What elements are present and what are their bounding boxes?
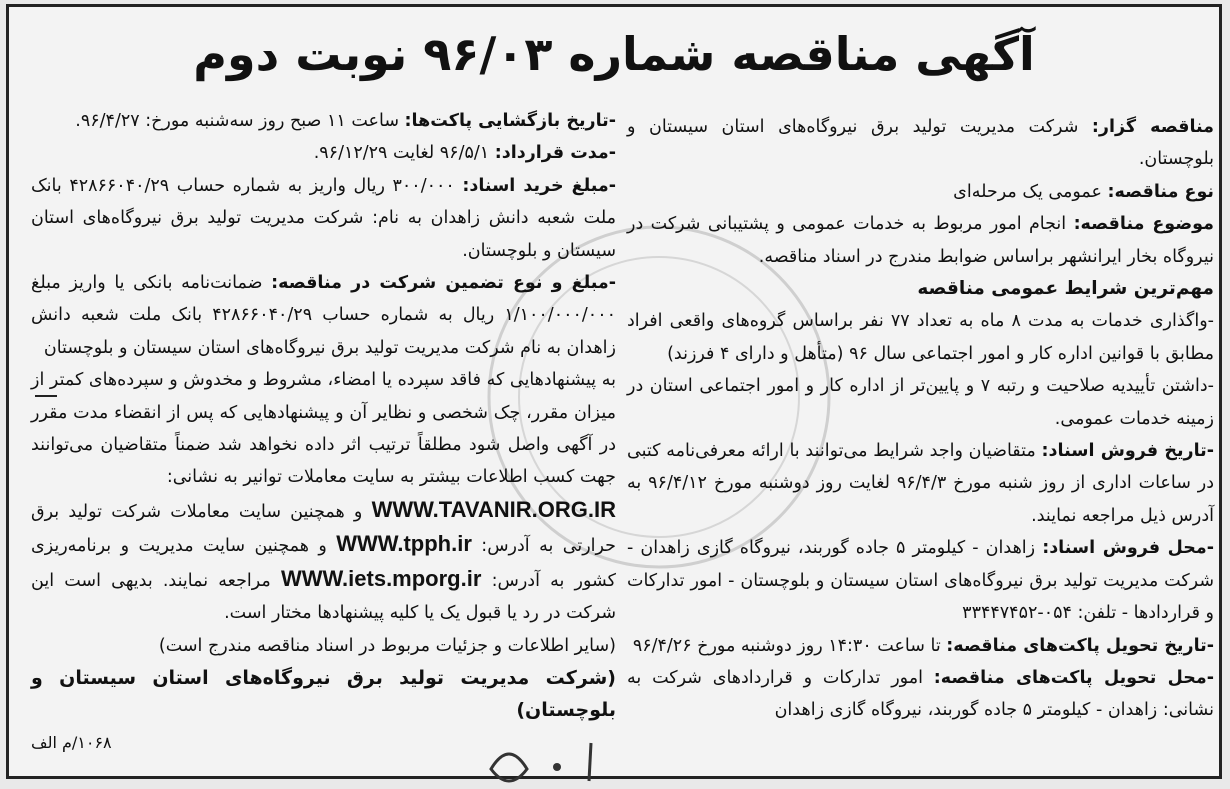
websites-paragraph: WWW.TAVANIR.ORG.IR و همچنین سایت معاملات شرکت تولید برق حرارتی به آدرس: WWW.tpph.ir و همچنین سایت مدیریت و برنامه‌ریزی کشور به آدرس: WWW.iets.mporg.ir مراجعه نمایند. بدیهی است این شرکت در رد یا قبول یک یا کلیه پیشنهادها مختار است. bbox=[31, 496, 616, 624]
column-divider bbox=[621, 103, 622, 773]
tpph-link[interactable]: WWW.tpph.ir bbox=[336, 531, 472, 557]
tender-subject: موضوع مناقصه: انجام امور مربوط به خدمات عمومی و پشتیبانی شرکت در نیروگاه بخار ایرانشهر براساس ضوابط مندرج در اسناد مناقصه. bbox=[627, 214, 1214, 267]
guarantee-amount: -مبلغ و نوع تضمین شرکت در مناقصه: ضمانت‌نامه بانکی یا واریز مبلغ ۱/۱۰۰/۰۰۰/۰۰۰ ریال به شماره حساب ۴۲۸۶۶۰۴۰/۲۹ بانک ملت شعبه دانش زاهدان به نام شرکت مدیریت تولید برق نیروگاه‌های استان سیستان و بلوچستان bbox=[31, 273, 616, 358]
notice-title: آگهی مناقصه شماره ۹۶/۰۳ نوبت دوم bbox=[193, 27, 1035, 81]
right-column bbox=[627, 111, 1214, 727]
document-sale-place: -محل فروش اسناد: زاهدان - کیلومتر ۵ جاده گوربند، نیروگاه گازی زاهدان - شرکت مدیریت تولید برق نیروگاه‌های استان سیستان و بلوچستان - امور تدارکات و قراردادها - تلفن: ۰۵۴-۳۳۴۴۷۴۵۲ bbox=[627, 538, 1215, 624]
tavanir-link[interactable]: WWW.TAVANIR.ORG.IR bbox=[371, 496, 616, 522]
condition-qualification: -داشتن تأییدیه صلاحیت و رتبه ۷ و پایین‌تر از اداره کار و امور اجتماعی استان در زمینه خدمات عمومی. bbox=[627, 376, 1214, 429]
rejection-terms: به پیشنهادهایی که فاقد سپرده یا امضاء، مشروط و مخدوش و سپرده‌های کمتر از میزان مقرر، چک شخصی و نظایر آن و پیشنهادهایی که پس از انقضاء مدت مقرر در آگهی واصل شود مطلقاً ترتیب اثر داده نخواهد شد ضمناً متقاضیان می‌توانند جهت کسب اطلاعات بیشتر به سایت معاملات توانیر به نشانی: bbox=[31, 370, 616, 488]
tender-notice bbox=[6, 4, 1222, 779]
envelope-delivery-place: -محل تحویل پاکت‌های مناقصه: امور تدارکات و قراردادهای شرکت به نشانی: زاهدان - کیلومتر ۵ جاده گوربند، نیروگاه گازی زاهدان bbox=[627, 667, 1214, 721]
opening-date: -تاریخ بازگشایی پاکت‌ها: ساعت ۱۱ صبح روز سه‌شنبه مورخ: ۹۶/۴/۲۷. bbox=[75, 111, 616, 131]
reference-number: ۱۰۶۸/م الف bbox=[31, 732, 112, 752]
handwritten-number bbox=[479, 729, 619, 789]
tender-organizer: مناقصه گزار: شرکت مدیریت تولید برق نیروگاه‌های استان سیستان و بلوچستان. bbox=[627, 117, 1214, 170]
other-info-note: (سایر اطلاعات و جزئیات مربوط در اسناد مناقصه مندرج است) bbox=[158, 635, 616, 656]
left-column bbox=[31, 105, 616, 759]
condition-services: -واگذاری خدمات به مدت ۸ ماه به تعداد ۷۷ نفر براساس گروه‌های واقعی افراد مطابق با قوانین اداره کار و امور اجتماعی سال ۹۶ (متأهل و دارای ۴ فرزند) bbox=[627, 311, 1214, 364]
margin-dash bbox=[35, 395, 57, 397]
signature-company: (شرکت مدیریت تولید برق نیروگاه‌های استان سیستان و بلوچستان) bbox=[31, 666, 616, 722]
document-sale-date: -تاریخ فروش اسناد: متقاضیان واجد شرایط می‌توانند با ارائه معرفی‌نامه کتبی در ساعات اداری از روز شنبه مورخ ۹۶/۴/۳ لغایت روز دوشنبه مورخ ۹۶/۴/۱۲ به آدرس ذیل مراجعه نمایند. bbox=[627, 441, 1214, 526]
tender-type: نوع مناقصه: عمومی یک مرحله‌ای bbox=[953, 181, 1214, 202]
envelope-delivery-date: -تاریخ تحویل پاکت‌های مناقصه: تا ساعت ۱۴:۳۰ روز دوشنبه مورخ ۹۶/۴/۲۶ bbox=[632, 635, 1214, 656]
iets-link[interactable]: WWW.iets.mporg.ir bbox=[280, 565, 482, 591]
document-price: -مبلغ خرید اسناد: ۳۰۰/۰۰۰ ریال واریز به شماره حساب ۴۲۸۶۶۰۴۰/۲۹ بانک ملت شعبه دانش زاهدان به نام: شرکت مدیریت تولید برق نیروگاه‌های استان سیستان و بلوچستان. bbox=[31, 175, 616, 261]
contract-duration: -مدت قرارداد: ۹۶/۵/۱ لغایت ۹۶/۱۲/۲۹. bbox=[313, 143, 616, 164]
general-conditions-heading: مهم‌ترین شرایط عمومی مناقصه bbox=[917, 278, 1214, 300]
